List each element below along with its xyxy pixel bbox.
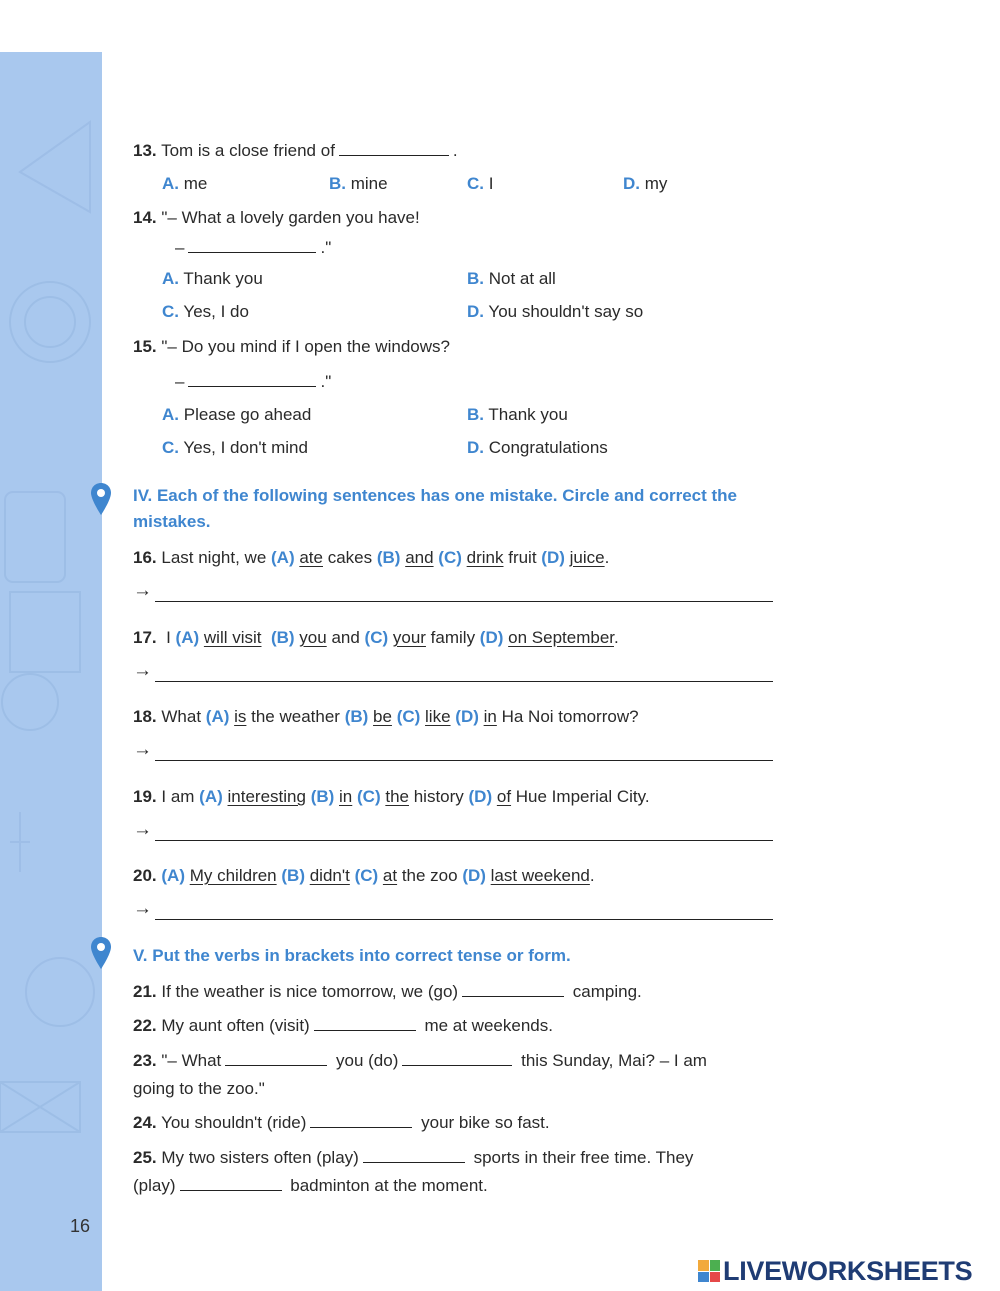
- choice-letter: (B): [281, 866, 305, 885]
- question-text: Tom is a close friend of: [161, 141, 335, 160]
- option-text: Thank you: [488, 405, 568, 424]
- option-letter: B.: [329, 174, 346, 193]
- question-number: 17.: [133, 628, 157, 647]
- underlined-choice[interactable]: be: [373, 707, 392, 726]
- underlined-choice[interactable]: in: [483, 707, 497, 726]
- choice-letter: (A): [161, 866, 185, 885]
- option-letter: A.: [162, 405, 179, 424]
- question-14: [133, 208, 420, 228]
- quote-end: .": [320, 238, 332, 257]
- section-iv-heading: [133, 483, 737, 535]
- question-number: 20.: [133, 866, 157, 885]
- answer-blank[interactable]: [339, 141, 449, 156]
- question-25-cont: [133, 1176, 488, 1196]
- underlined-choice[interactable]: ate: [299, 548, 323, 567]
- choice-letter: (A): [205, 707, 230, 726]
- option-letter: D.: [623, 174, 640, 193]
- underlined-choice[interactable]: My children: [189, 866, 277, 885]
- option-c[interactable]: [162, 438, 308, 458]
- brand-name: LIVEWORKSHEETS: [723, 1255, 973, 1286]
- sentence-text: the weather: [246, 707, 345, 726]
- choice-letter: (D): [455, 707, 479, 726]
- question-text: your bike so fast.: [421, 1113, 550, 1132]
- option-letter: A.: [162, 174, 179, 193]
- sentence-text: I am: [161, 787, 200, 806]
- answer-blank[interactable]: [188, 238, 316, 253]
- sentence-text: Hue Imperial City.: [511, 787, 650, 806]
- option-letter: C.: [162, 302, 179, 321]
- option-text: Yes, I don't mind: [183, 438, 308, 457]
- sentence-text: What: [161, 707, 206, 726]
- question-number: 23.: [133, 1051, 157, 1070]
- option-letter: C.: [162, 438, 179, 457]
- option-d[interactable]: [623, 174, 667, 194]
- arrow-icon: →: [133, 660, 152, 681]
- question-19: [133, 787, 650, 807]
- underlined-choice[interactable]: is: [234, 707, 247, 726]
- option-text: Yes, I do: [183, 302, 249, 321]
- liveworksheets-logo: [698, 1256, 972, 1286]
- sentence-text: Ha Noi tomorrow?: [496, 707, 639, 726]
- dash: –: [175, 372, 185, 391]
- answer-blank[interactable]: [188, 372, 316, 387]
- underlined-choice[interactable]: at: [382, 866, 398, 885]
- question-18: [133, 707, 639, 727]
- answer-blank[interactable]: [310, 1113, 412, 1128]
- question-20: [133, 866, 595, 886]
- option-text: I: [488, 174, 494, 193]
- choice-letter: (C): [357, 787, 381, 806]
- choice-letter: (C): [364, 628, 389, 647]
- question-text: this Sunday, Mai? – I am: [521, 1051, 707, 1070]
- arrow-icon: →: [133, 580, 152, 601]
- choice-letter: (D): [479, 628, 504, 647]
- option-text: mine: [350, 174, 388, 193]
- question-16: [133, 548, 609, 568]
- option-letter: A.: [162, 269, 179, 288]
- sentence-text: Last night, we: [161, 548, 271, 567]
- option-text: my: [644, 174, 668, 193]
- choice-letter: (B): [310, 787, 335, 806]
- choice-letter: (D): [541, 548, 565, 567]
- page-number: 16: [70, 1216, 91, 1236]
- option-text: You shouldn't say so: [488, 302, 644, 321]
- underlined-choice[interactable]: didn't: [309, 866, 350, 885]
- question-text: "– Do you mind if I open the windows?: [161, 337, 450, 356]
- sentence-text: and: [326, 628, 365, 647]
- question-23: [133, 1051, 707, 1071]
- question-text-end: .: [452, 141, 458, 160]
- sentence-text: the zoo: [397, 866, 463, 885]
- question-number: 21.: [133, 982, 157, 1001]
- answer-blank[interactable]: [225, 1051, 327, 1066]
- question-23-cont: going to the zoo.": [133, 1079, 265, 1098]
- response-line: [175, 372, 331, 392]
- option-letter: B.: [467, 269, 484, 288]
- choice-letter: (C): [354, 866, 379, 885]
- sidebar-doodles: [0, 52, 102, 1291]
- choice-letter: (B): [270, 628, 295, 647]
- answer-blank[interactable]: [363, 1148, 465, 1163]
- question-text: "– What a lovely garden you have!: [161, 208, 420, 227]
- answer-line[interactable]: [133, 741, 773, 765]
- question-text: sports in their free time. They: [473, 1148, 694, 1167]
- question-number: 19.: [133, 787, 157, 806]
- answer-line[interactable]: [133, 662, 773, 686]
- underlined-choice[interactable]: last weekend: [490, 866, 590, 885]
- underlined-choice[interactable]: and: [405, 548, 434, 567]
- answer-blank[interactable]: [462, 982, 564, 997]
- question-text: "– What: [161, 1051, 222, 1070]
- sentence-text: [262, 628, 271, 647]
- question-number: 14.: [133, 208, 157, 227]
- choice-letter: (C): [396, 707, 421, 726]
- sentence-text: I: [161, 628, 176, 647]
- answer-rule: [155, 601, 773, 602]
- heading-line-2: mistakes.: [133, 512, 211, 531]
- choice-letter: (D): [462, 866, 486, 885]
- question-number: 16.: [133, 548, 157, 567]
- arrow-icon: →: [133, 739, 152, 760]
- choice-letter: (A): [199, 787, 223, 806]
- question-number: 18.: [133, 707, 157, 726]
- sentence-text: family: [425, 628, 480, 647]
- response-line: [175, 238, 331, 258]
- decorative-sidebar: [0, 52, 102, 1291]
- option-text: Not at all: [488, 269, 556, 288]
- sentence-text: .: [589, 866, 595, 885]
- map-pin-icon: [90, 482, 112, 516]
- answer-blank[interactable]: [180, 1176, 282, 1191]
- underlined-choice[interactable]: juice: [569, 548, 605, 567]
- choice-letter: (A): [175, 628, 200, 647]
- question-17: [133, 628, 619, 648]
- sentence-text: history: [408, 787, 469, 806]
- underlined-choice[interactable]: you: [299, 628, 327, 647]
- heading-line-1: IV. Each of the following sentences has one mistake. Circle and correct the: [133, 486, 737, 505]
- question-text: You shouldn't (ride): [161, 1113, 307, 1132]
- choice-letter: (B): [376, 548, 401, 567]
- option-text: Thank you: [183, 269, 263, 288]
- question-text: camping.: [572, 982, 642, 1001]
- question-text: (play): [133, 1176, 176, 1195]
- arrow-icon: →: [133, 819, 152, 840]
- underlined-choice[interactable]: drink: [466, 548, 504, 567]
- option-text: me: [183, 174, 208, 193]
- question-number: 22.: [133, 1016, 157, 1035]
- question-text: My aunt often (visit): [161, 1016, 310, 1035]
- option-b[interactable]: [467, 269, 556, 289]
- option-letter: D.: [467, 438, 484, 457]
- option-a[interactable]: [162, 269, 263, 289]
- underlined-choice[interactable]: in: [339, 787, 353, 806]
- option-text: Congratulations: [488, 438, 608, 457]
- option-d[interactable]: [467, 438, 608, 458]
- choice-letter: (A): [271, 548, 295, 567]
- option-text: Please go ahead: [183, 405, 312, 424]
- quote-end: .": [320, 372, 332, 391]
- brand-mark-icon: [698, 1260, 720, 1282]
- section-v-heading: V. Put the verbs in brackets into correct tense or form.: [133, 946, 571, 965]
- underlined-choice[interactable]: your: [392, 628, 426, 647]
- answer-blank[interactable]: [402, 1051, 512, 1066]
- answer-blank[interactable]: [314, 1016, 416, 1031]
- option-letter: B.: [467, 405, 484, 424]
- choice-letter: (D): [468, 787, 493, 806]
- question-text: you (do): [336, 1051, 399, 1070]
- underlined-choice[interactable]: like: [425, 707, 451, 726]
- answer-line[interactable]: [133, 821, 773, 845]
- option-letter: C.: [467, 174, 484, 193]
- answer-line[interactable]: [133, 900, 773, 924]
- question-25: [133, 1148, 693, 1168]
- answer-rule: [155, 760, 773, 761]
- option-c[interactable]: [467, 174, 493, 194]
- choice-letter: (B): [344, 707, 369, 726]
- underlined-choice[interactable]: of: [496, 787, 512, 806]
- map-pin-icon: [90, 936, 112, 970]
- question-text: My two sisters often (play): [161, 1148, 359, 1167]
- dash: –: [175, 238, 185, 257]
- option-letter: D.: [467, 302, 484, 321]
- arrow-icon: →: [133, 898, 152, 919]
- sentence-text: .: [614, 628, 619, 647]
- answer-rule: [155, 919, 773, 920]
- underlined-choice[interactable]: will visit: [203, 628, 262, 647]
- question-text: badminton at the moment.: [290, 1176, 488, 1195]
- choice-letter: (C): [438, 548, 462, 567]
- question-text: If the weather is nice tomorrow, we (go): [161, 982, 459, 1001]
- option-d[interactable]: [467, 302, 643, 322]
- option-c[interactable]: [162, 302, 249, 322]
- option-b[interactable]: [467, 405, 568, 425]
- question-number: 13.: [133, 141, 157, 160]
- question-number: 15.: [133, 337, 157, 356]
- question-15: [133, 337, 450, 357]
- sentence-text: cakes: [322, 548, 377, 567]
- answer-rule: [155, 681, 773, 682]
- question-number: 25.: [133, 1148, 157, 1167]
- question-13: [133, 141, 458, 161]
- sentence-text: fruit: [503, 548, 542, 567]
- underlined-choice[interactable]: interesting: [227, 787, 306, 806]
- question-number: 24.: [133, 1113, 157, 1132]
- underlined-choice[interactable]: on September: [508, 628, 614, 647]
- answer-rule: [155, 840, 773, 841]
- question-21: [133, 982, 642, 1002]
- question-22: [133, 1016, 553, 1036]
- question-24: [133, 1113, 550, 1133]
- option-a[interactable]: [162, 405, 311, 425]
- question-text: me at weekends.: [424, 1016, 553, 1035]
- sentence-text: .: [604, 548, 610, 567]
- underlined-choice[interactable]: the: [385, 787, 409, 806]
- option-b[interactable]: [329, 174, 388, 194]
- option-a[interactable]: [162, 174, 207, 194]
- answer-line[interactable]: [133, 582, 773, 606]
